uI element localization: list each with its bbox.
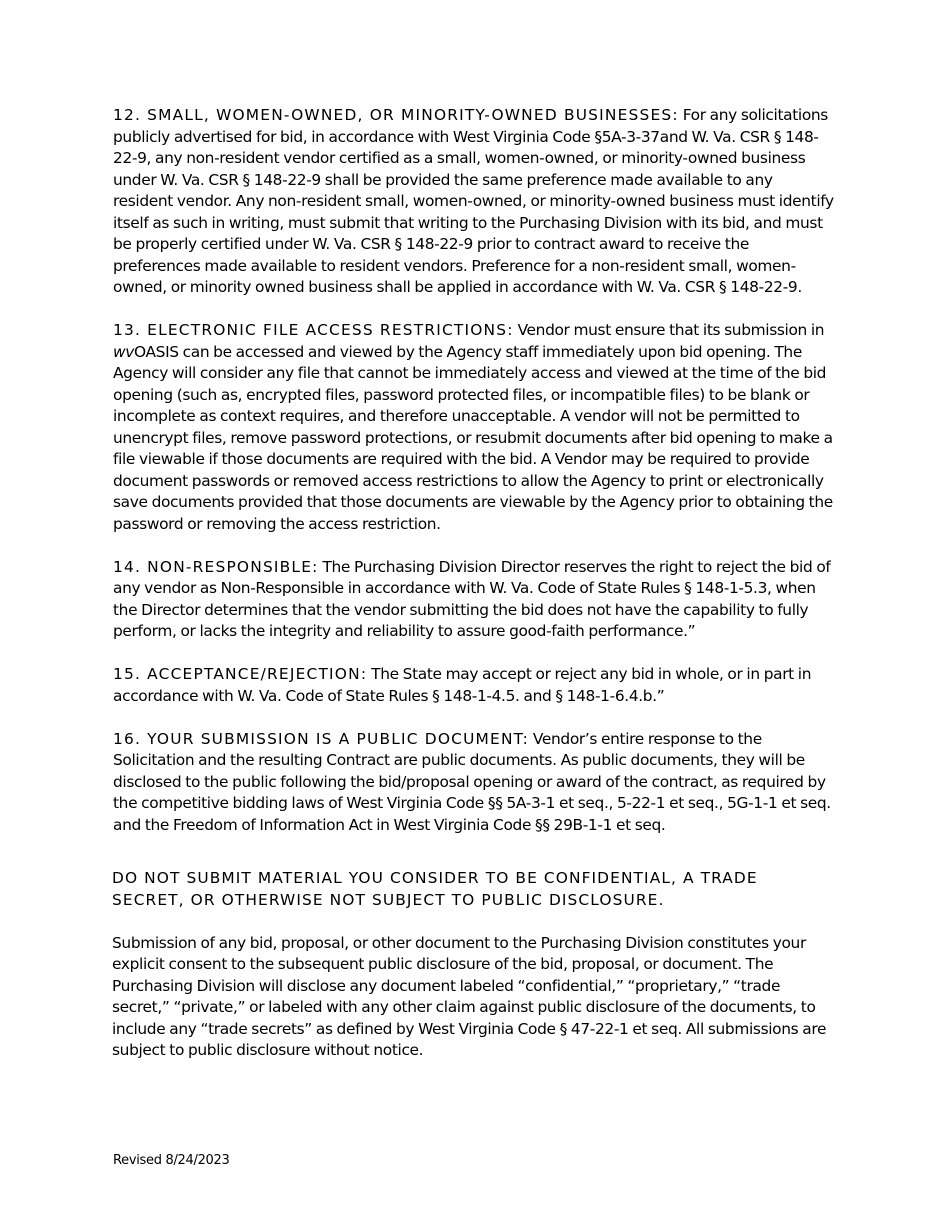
section-13-heading: 13. ELECTRONIC FILE ACCESS RESTRICTIONS: [113, 321, 514, 339]
section-15-text: The State may accept or reject any bid in whole, or in part in accordance with W. Va. Code of State Rules § 148-1-4.5. and § 148-1-6.4.b.” [113, 665, 812, 705]
section-16-text: Vendor’s entire response to the Solicitation and the resulting Contract are public documents. As public documents, they will be disclosed to the public following the bid/proposal opening or award of the contract, as required by the competitive bidding laws of West Virginia Code §§ 5A-3-1 et seq., 5-22-1 et seq., 5G-1-1 et seq. and the Freedom of Information Act in West Virginia Code §§ 29B-1-1 et seq. [113, 729, 831, 834]
section-12 [113, 105, 835, 299]
section-14-text: The Purchasing Division Director reserves the right to reject the bid of any vendor as Non-Responsible in accordance with W. Va. Code of State Rules § 148-1-5.3, when the Director determines that the vendor submitting the bid does not have the capability to fully perform, or lacks the integrity and reliability to assure good-faith performance.” [113, 557, 831, 640]
section-13-text-intro: Vendor must ensure that its submission in [513, 321, 825, 339]
section-16 [113, 729, 835, 837]
section-13-text: OASIS can be accessed and viewed by the Agency staff immediately upon bid opening. The Agency will consider any file that cannot be immediately access and viewed at the time of the bid opening (such as, encrypted files, password protected files, or incompatible files) to be blank or incomplete as context requires, and therefore unacceptable. A vendor will not be permitted to unencrypt files, remove password protections, or resubmit documents after bid opening to make a file viewable if those documents are required with the bid. A Vendor may be required to provide document passwords or removed access restrictions to allow the Agency to print or electronically save documents provided that those documents are viewable by the Agency prior to obtaining the password or removing the access restriction. [113, 342, 833, 533]
section-14-heading: 14. NON-RESPONSIBLE: [113, 557, 319, 576]
section-14 [113, 557, 835, 643]
section-13 [113, 320, 835, 535]
document-body [113, 105, 835, 1083]
revision-footer: Revised 8/24/2023 [113, 1153, 230, 1168]
section-15-heading: 15. ACCEPTANCE/REJECTION: [113, 665, 368, 683]
section-15 [113, 664, 835, 707]
confidentiality-notice: DO NOT SUBMIT MATERIAL YOU CONSIDER TO BE CONFIDENTIAL, A TRADE SECRET, OR OTHERWISE NOT SUBJECT TO PUBLIC DISCLOSURE. [112, 869, 758, 909]
section-13-italic-wv: wv [113, 342, 134, 361]
closing-paragraph: Submission of any bid, proposal, or other document to the Purchasing Division constitutes your explicit consent to the subsequent public disclosure of the bid, proposal, or document. The Purchasing Division will disclose any document labeled “confidential,” “proprietary,” “trade secret,” “private,” or labeled with any other claim against public disclosure of the documents, to include any “trade secrets” as defined by West Virginia Code § 47-22-1 et seq. All submissions are subject to public disclosure without notice. [112, 933, 827, 1059]
section-12-text: For any solicitations publicly advertised for bid, in accordance with West Virginia Code §5A-3-37and W. Va. CSR § 148-22-9, any non-resident vendor certified as a small, women-owned, or minority-owned business under W. Va. CSR § 148-22-9 shall be provided the same preference made available to any resident vendor. Any non-resident small, women-owned, or minority-owned business must identify itself as such in writing, must submit that writing to the Purchasing Division with its bid, and must be properly certified under W. Va. CSR § 148-22-9 prior to contract award to receive the preferences made available to resident vendors. Preference for a non-resident small, women-owned, or minority owned business shall be applied in accordance with W. Va. CSR § 148-22-9. [113, 106, 834, 296]
section-12-heading: 12. SMALL, WOMEN-OWNED, OR MINORITY-OWNED BUSINESSES: [113, 106, 679, 124]
section-16-heading: 16. YOUR SUBMISSION IS A PUBLIC DOCUMENT: [113, 729, 529, 748]
